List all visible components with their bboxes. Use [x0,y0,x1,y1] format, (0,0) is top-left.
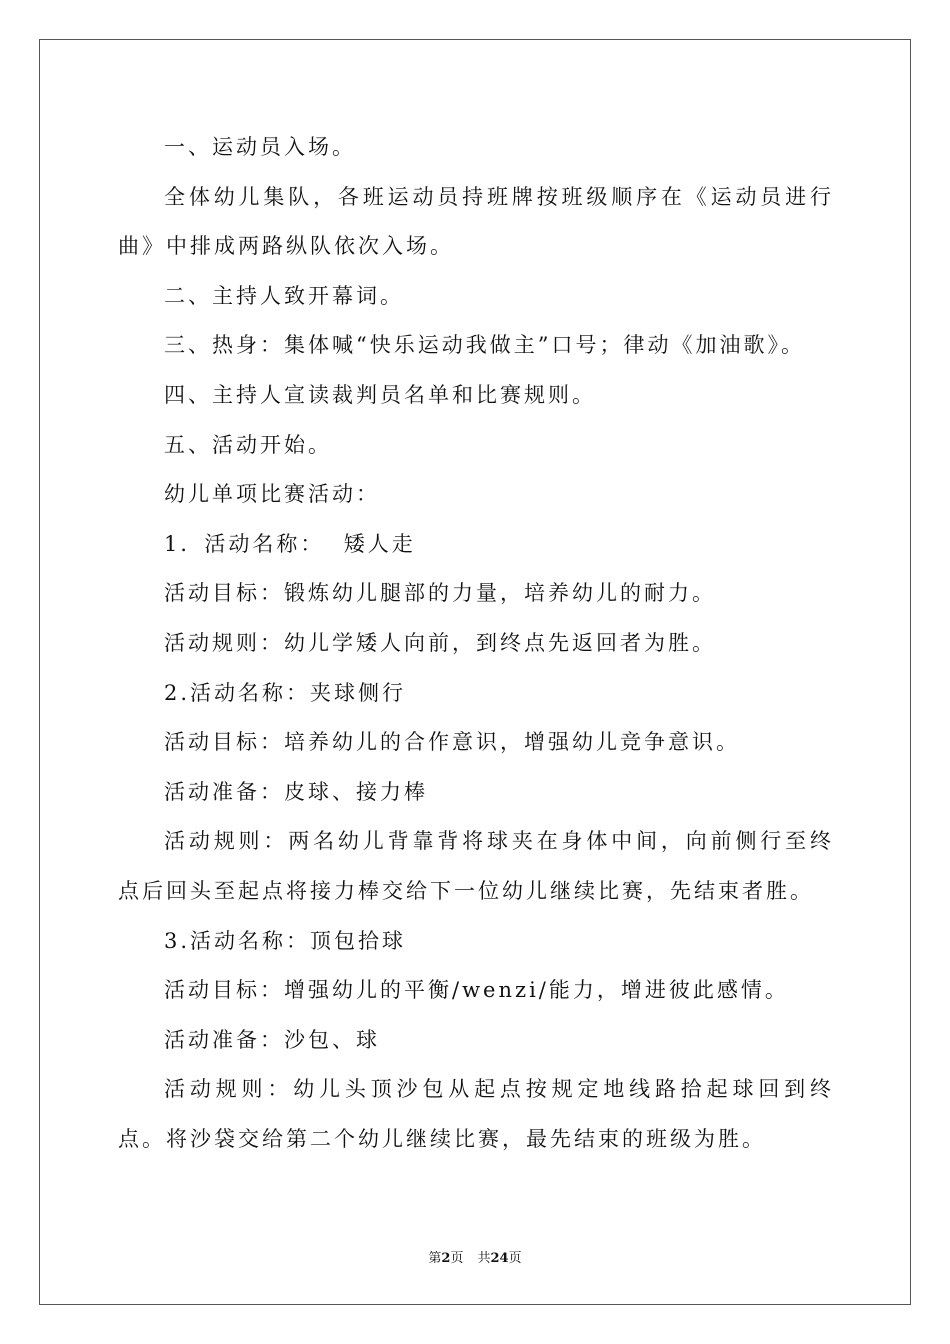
paragraph: 活动目标：锻炼幼儿腿部的力量，培养幼儿的耐力。 [164,581,716,606]
paragraph: 幼儿单项比赛活动： [164,482,380,507]
paragraph: 四、主持人宣读裁判员名单和比赛规则。 [164,382,596,407]
page-number: 2 [441,1251,451,1266]
paragraph: 活动规则：两名幼儿背靠背将球夹在身体中间，向前侧行至终点后回头至起点将接力棒交给下一位幼儿继续比赛，先结束者胜。 [118,829,834,903]
paragraph: 活动规则：幼儿学矮人向前，到终点先返回者为胜。 [164,630,716,655]
page-footer [0,1247,950,1266]
paragraph: 2.活动名称：夹球侧行 [164,680,407,705]
paragraph: 五、活动开始。 [164,432,332,457]
paragraph: 二、主持人致开幕词。 [164,283,404,308]
paragraph: 活动准备：皮球、接力棒 [164,779,428,804]
paragraph: 全体幼儿集队，各班运动员持班牌按班级顺序在《运动员进行曲》中排成两路纵队依次入场。 [118,184,834,259]
total-pages: 24 [490,1251,509,1266]
document-body [118,123,834,1164]
total-prefix: 共 [477,1251,491,1266]
paragraph: 活动目标：增强幼儿的平衡/wenzi/能力，增进彼此感情。 [164,978,789,1003]
paragraph: 3.活动名称：顶包拾球 [164,928,407,953]
total-suffix: 页 [508,1251,522,1266]
page-prefix: 第 [428,1251,442,1266]
paragraph: 活动规则：幼儿头顶沙包从起点按规定地线路拾起球回到终点。将沙袋交给第二个幼儿继续比赛，最先结束的班级为胜。 [118,1077,834,1151]
paragraph: 1．活动名称： 矮人走 [164,531,416,556]
paragraph: 活动目标：培养幼儿的合作意识，增强幼儿竞争意识。 [164,730,740,755]
paragraph: 三、热身：集体喊“快乐运动我做主”口号；律动《加油歌》。 [164,333,805,358]
page-suffix: 页 [450,1251,464,1266]
paragraph: 活动准备：沙包、球 [164,1027,380,1052]
paragraph: 一、运动员入场。 [164,135,356,159]
